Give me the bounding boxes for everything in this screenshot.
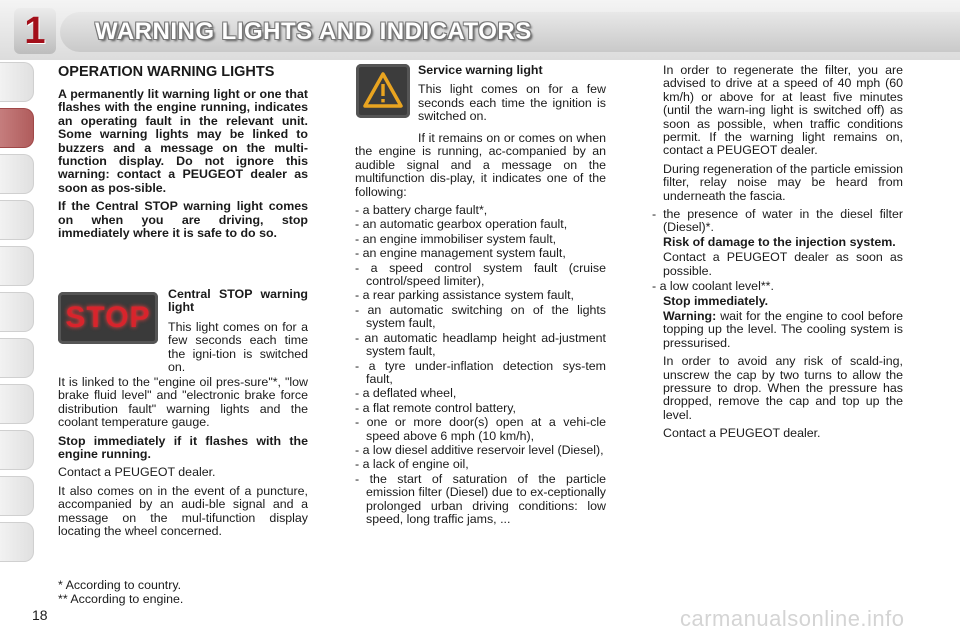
list-item: - one or more door(s) open at a vehi-cle speed above 6 mph (10 km/h),: [355, 415, 606, 443]
list-item: - an automatic gearbox operation fault,: [355, 217, 568, 232]
chapter-tab[interactable]: [0, 430, 34, 470]
stop-warning-light-icon: [58, 292, 158, 344]
list-item: - a deflated wheel,: [355, 386, 457, 401]
list-item-text: a low diesel additive reservoir level (Diesel),: [362, 442, 604, 457]
column-2: [355, 132, 606, 527]
footnote: * According to country.: [58, 578, 182, 592]
list-item: - a battery charge fault*,: [355, 203, 488, 218]
chapter-tab[interactable]: [0, 246, 34, 286]
chapter-tab[interactable]: [0, 476, 34, 516]
service-warning-icon: [356, 64, 410, 118]
chapter-tab[interactable]: [0, 384, 34, 424]
chapter-tab[interactable]: [0, 200, 34, 240]
list-item-text: a lack of engine oil,: [362, 457, 469, 472]
list-item: - an automatic switching on of the lights system fault,: [355, 302, 606, 331]
list-item-text: the start of saturation of the particle emission filter (Diesel) due to ex-ceptionally prolonged urban driving conditions: low speed, long traffic jams, ...: [366, 471, 606, 526]
list-item: - a low coolant level**.: [652, 279, 774, 294]
chapter-number: 1: [14, 8, 56, 54]
list-item-text: a rear parking assistance system fault,: [362, 288, 574, 303]
list-item: - an engine management system fault,: [355, 246, 566, 261]
scald-text: In order to avoid any risk of scald-ing, unscrew the cap by two turns to allow the pressure to drop. When the pressure has dropped, remove the cap and top up the level.: [663, 354, 903, 422]
page-header: [0, 0, 960, 60]
warning-paragraph: [652, 310, 903, 350]
risk-text: Risk of damage to the injection system.: [663, 234, 896, 249]
list-item: - a rear parking assistance system fault,: [355, 288, 574, 303]
linked-text: It is linked to the "engine oil pres-sure"*, "low brake fluid level" and "electronic brake force distribution fault" warning lights and the coolant temperature gauge.: [58, 375, 308, 430]
list-item-text: a speed control system fault (cruise control/speed limiter),: [366, 260, 606, 289]
warning-text: wait for the engine to cool before topping up the level. The cooling system is pressurised.: [663, 308, 903, 350]
stop-title: Central STOP warning light: [168, 287, 308, 315]
central-stop-text: If the Central STOP warning light comes on when you are driving, stop immediately where it is safe to do so.: [58, 199, 308, 241]
page-number: 18: [32, 607, 48, 623]
list-item-text: an engine immobiliser system fault,: [362, 231, 557, 246]
list-item-text: a tyre under-inflation detection sys-tem fault,: [366, 358, 606, 386]
list-item: - the presence of water in the diesel filter (Diesel)*.: [652, 207, 904, 235]
chapter-tab[interactable]: [0, 154, 34, 194]
water-text: the presence of water in the diesel filter (Diesel)*.: [663, 207, 904, 235]
list-item: - a tyre under-inflation detection sys-tem fault,: [355, 358, 606, 386]
list-item-text: an automatic gearbox operation fault,: [362, 217, 568, 232]
warning-triangle-icon: [356, 64, 410, 118]
section-heading: OPERATION WARNING LIGHTS: [58, 64, 275, 80]
column-3: [652, 64, 903, 446]
warning-label: Warning:: [663, 308, 717, 323]
list-item: - an automatic headlamp height ad-justment system fault,: [355, 330, 606, 359]
fault-list: [355, 204, 606, 526]
extra-fault-list: [652, 208, 903, 235]
list-item-text: a deflated wheel,: [362, 386, 457, 401]
contact-dealer-text: Contact a PEUGEOT dealer.: [663, 426, 821, 441]
chapter-tab-active[interactable]: [0, 108, 34, 148]
list-item-text: an automatic headlamp height ad-justment system fault,: [364, 330, 606, 359]
service-text-1: This light comes on for a few seconds each time the ignition is switched on.: [418, 82, 606, 124]
watermark: carmanualsonline.info: [680, 606, 905, 631]
list-item: - the start of saturation of the particle emission filter (Diesel) due to ex-ceptionally prolonged urban driving conditions: low speed, long traffic jams, ...: [355, 471, 606, 526]
regen-text: In order to regenerate the filter, you are advised to drive at a speed of 40 mph (60 km/h) or above for at least five minutes (until the warn-ing light is switched off) as soon as possible, when traffic conditions permit. If the warning light remains on, contact a PEUGEOT dealer.: [663, 63, 903, 158]
coolant-text: a low coolant level**.: [659, 279, 774, 294]
list-item: - a flat remote control battery,: [355, 400, 516, 415]
chapter-tab[interactable]: [0, 522, 34, 562]
list-item-text: a flat remote control battery,: [362, 400, 516, 415]
stop-icon-label: STOP: [65, 301, 151, 334]
chapter-tabs: [0, 62, 34, 568]
list-item-text: an automatic switching on of the lights system fault,: [366, 302, 606, 331]
intro-text: A permanently lit warning light or one that flashes with the engine running, indicates an operating fault in the relevant unit. Some warning lights may be linked to buzzers and a message on the multi-function display. Do not ignore this warning: contact a PEUGEOT dealer as soon as pos-sible.: [58, 87, 308, 195]
list-item: - an engine immobiliser system fault,: [355, 231, 557, 246]
service-title: Service warning light: [418, 63, 543, 77]
column-1: [58, 64, 308, 245]
stop-flash-text: Stop immediately if it flashes with the engine running.: [58, 433, 308, 462]
list-item: - a low diesel additive reservoir level (Diesel),: [355, 442, 604, 457]
stop-description: [168, 288, 308, 379]
column-1-lower: [58, 376, 308, 543]
contact-text: Contact a PEUGEOT dealer.: [58, 465, 216, 480]
page-title: WARNING LIGHTS AND INDICATORS: [95, 18, 532, 45]
chapter-tab[interactable]: [0, 292, 34, 332]
puncture-text: It also comes on in the event of a puncture, accompanied by an audi-ble signal and a message on the mul-tifunction display locating the wheel concerned.: [58, 483, 308, 539]
service-text-2: If it remains on or comes on when the engine is running, ac-companied by an audible signal and a message on the multifunction dis-play, it indicates one of the following:: [355, 131, 606, 199]
list-item: - a lack of engine oil,: [355, 457, 469, 472]
chapter-tab[interactable]: [0, 62, 34, 102]
stop-immediately-text: Stop immediately.: [663, 293, 769, 308]
service-header-block: [418, 64, 606, 129]
list-item-text: an engine management system fault,: [362, 246, 566, 261]
list-item: - a speed control system fault (cruise control/speed limiter),: [355, 260, 606, 289]
footnote: ** According to engine.: [58, 592, 184, 606]
stop-text: This light comes on for a few seconds each time the igni-tion is switched on.: [168, 319, 308, 375]
contact-soon-text: Contact a PEUGEOT dealer as soon as possible.: [663, 250, 903, 278]
footnotes: [58, 578, 183, 606]
chapter-tab[interactable]: [0, 338, 34, 378]
extra-fault-list: [652, 280, 903, 293]
list-item-text: a battery charge fault*,: [362, 203, 488, 218]
list-item-text: one or more door(s) open at a vehi-cle speed above 6 mph (10 km/h),: [366, 415, 606, 443]
during-text: During regeneration of the particle emission filter, relay noise may be heard from underneath the fascia.: [663, 161, 903, 203]
